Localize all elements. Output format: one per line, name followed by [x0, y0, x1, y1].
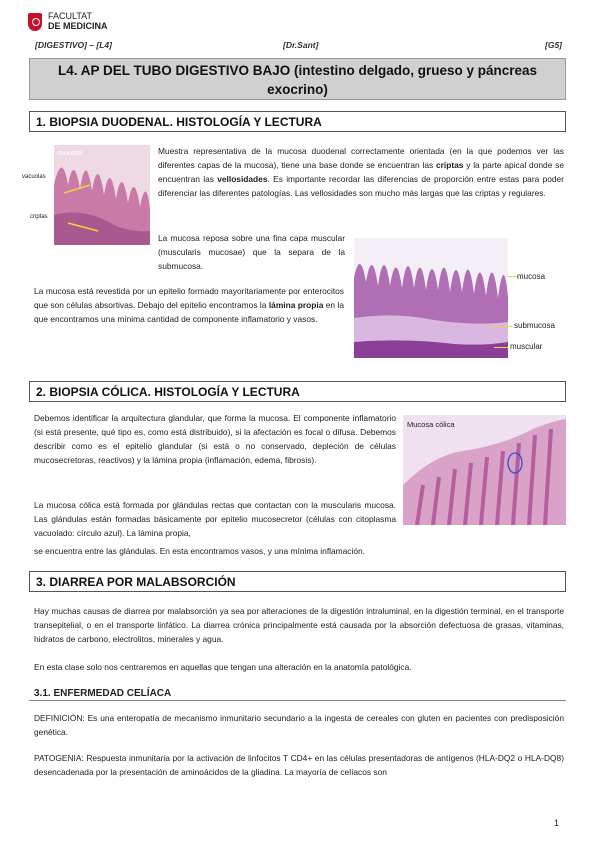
header-professor: [Dr.Sant]	[283, 40, 319, 50]
figure-2-label-submucosa: submucosa	[514, 321, 555, 330]
section-3-heading: 3. DIARREA POR MALABSORCIÓN	[29, 571, 566, 592]
figure-2-label-mucosa: mucosa	[517, 272, 546, 281]
header-subject: [DIGESTIVO] – [L4]	[35, 40, 112, 50]
section-2-paragraph-2-tail: se encuentra entre las glándulas. En esta encontramos vasos, y una mínima inflamación.	[34, 546, 365, 556]
header-group: [G5]	[545, 40, 562, 50]
svg-text:Mucosa cólica: Mucosa cólica	[407, 420, 455, 429]
section-1-paragraph-3: La mucosa está revestida por un epitelio formado mayoritariamente por enterocitos que son células absortivas. Debajo del epitelio encontramos la lámina propia en la que encontramos una mínima cantidad de componente inflamatorio y vasos.	[34, 286, 344, 324]
page-number: 1	[554, 818, 560, 828]
faculty-logo-text	[48, 11, 108, 31]
section-1-heading: 1. BIOPSIA DUODENAL. HISTOLOGÍA Y LECTURA	[29, 111, 566, 132]
figure-1-label-vacuolas: vacuolas	[22, 174, 46, 180]
colonic-histology-image	[403, 415, 566, 525]
university-logo-icon	[28, 13, 42, 31]
figure-2-label-muscular: muscular	[510, 342, 543, 351]
svg-text:mucosa: mucosa	[58, 150, 83, 157]
label-pointer-muscular	[494, 347, 508, 348]
section-1-paragraph-1: Muestra representativa de la mucosa duodenal correctamente orientada (en la que podemos ver las diferentes capas de la mucosa), tiene una base donde se encuentran las criptas y la parte apical donde se encuentran las vellosidades. Es importante recordar las diferencias de proporción entre estas para poder diferenciar las diferentes patologías. Las vellosidades son mucho más largas que las criptas y regulares.	[158, 146, 564, 198]
pathogenesis-paragraph: PATOGENIA: Respuesta inmunitaria por la activación de linfocitos T CD4+ en las células presentadoras de antígenos (HLA-DQ2 o HLA-DQ8) desencadenada por la presentación de aminoácidos de la gliadina. La mayoría de celíacos son	[34, 753, 564, 777]
subsection-divider	[29, 700, 566, 701]
section-1-paragraph-2: La mucosa reposa sobre una fina capa muscular (muscularis mucosae) que la separa de la submucosa.	[158, 233, 345, 271]
duodenal-mucosa-figure-1	[54, 145, 150, 245]
section-3-paragraph-1: Hay muchas causas de diarrea por malabsorción ya sea por alteraciones de la digestión intraluminal, en la digestión terminal, en el transporte transepitelial, o en el transporte linfático. La diarrea crónica principalmente está causada por la absorción defectuosa de grasas, vitaminas, hidratos de carbono, electrolitos, minerales y agua.	[34, 606, 564, 644]
logo-line-2: DE MEDICINA	[48, 21, 108, 31]
figure-1-label-criptas: criptas	[30, 214, 48, 220]
section-2-paragraph-2: La mucosa cólica está formada por glándulas rectas que contactan con la muscularis mucosa. Las glándulas están formadas básicamente por epitelio mucosecretor (células con citoplasma vacuolado: círculo azul). La lámina propia,	[34, 500, 396, 538]
duodenal-layers-figure	[354, 238, 508, 358]
duodenal-histology-image	[54, 145, 150, 245]
definition-paragraph: DEFINICIÓN: Es una enteropatía de mecanismo inmunitario secundario a la ingesta de cereales con gluten en pacientes con predisposición genética.	[34, 713, 564, 737]
page-title: L4. AP DEL TUBO DIGESTIVO BAJO (intestino delgado, grueso y páncreas exocrino)	[29, 58, 566, 100]
subsection-3-1-heading: 3.1. ENFERMEDAD CELÍACA	[34, 688, 172, 699]
label-pointer-submucosa	[490, 326, 512, 327]
section-2-paragraph-1: Debemos identificar la arquitectura glandular, que forma la mucosa. El componente inflamatorio (si está presente, qué tipo es, como está distribuido), si la afectación es focal o difusa. Debemos describir como es el epitelio glandular (si está o no conservado, depleción de células mucosecretoras, reactivos) y la lámina propia (inflamación, edema, fibrosis).	[34, 413, 396, 465]
logo-line-1: FACULTAT	[48, 11, 93, 21]
duodenal-layers-image	[354, 238, 508, 358]
colonic-mucosa-figure	[403, 415, 566, 525]
section-3-paragraph-2: En esta clase solo nos centraremos en aquellas que tengan una alteración en la anatomía patológica.	[34, 662, 412, 672]
section-2-heading: 2. BIOPSIA CÓLICA. HISTOLOGÍA Y LECTURA	[29, 381, 566, 402]
